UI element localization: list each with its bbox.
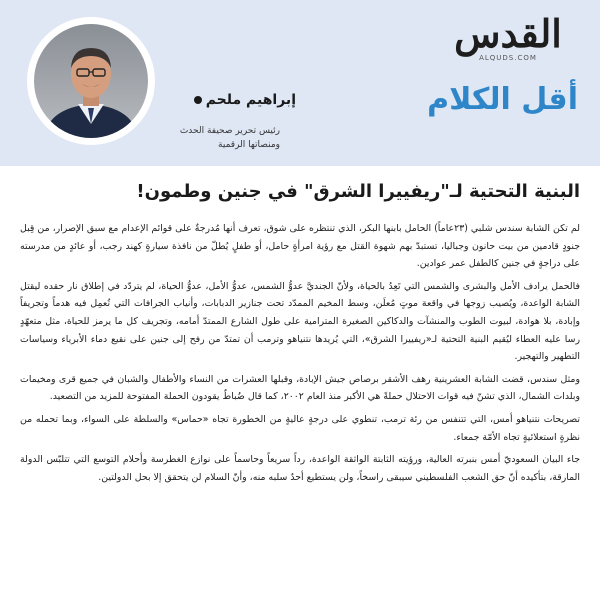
- author-name: [176, 92, 296, 108]
- author-role: [150, 124, 280, 152]
- avatar-frame: [30, 20, 152, 142]
- avatar: [34, 24, 148, 138]
- article-paragraph: تصريحات نتنياهو أمس، التي تتنفس من رئة ترمب، تنطوي على درجةٍ عاليةٍ من الخطورة تجاه «حماس» والسلطة على السواء، وبما تحمله من نظرةٍ استعلائيةٍ تجاه الأمّة جمعاء.: [20, 413, 580, 443]
- article-paragraph: فالحمل يرادف الأمل والبشرى والشمس التي تَعِدُ بالحياة، ولأنّ الجنديَّ عدوُّ الشمس، عدوُّ الأمل، عدوُّ الحياة، لم يتردّد في إطلاق نار حقده ليقتل الشابة الواعدة، ويُصيب زوجها في واقعة موتٍ مُعلَن، وسط المخيم الممدّد تحت جنازير الدبابات، وأنياب الجرافات التي تُعمِل فيه هدماً وتجريفاً وإبادة، بلا هوادة، لبيوت الطوب والمنشآت والدكاكين الصغيرة المترامية على طول الشارع الممتدّ أمامه، وتجريف كل ما يرمز للحياة، مثل متعهّدٍ رسا عليه العطاء ليُقيم البنية التحتية لـ«ريفييرا الشرق»، التي يُريدها نتنياهو وترمب أن تمتدّ من رفح إلى جنين على نقيع دماء الأبرياء وسياسات التطهير والتهجير.: [20, 280, 580, 363]
- article-paragraph: جاء البيان السعوديّ أمس بنبرته العالية، ورؤيته الثابتة الواثقة الواعدة، رداً سريعاً وحاسماً على نوازع الغطرسة وأحلام التوسع التي تتلبّس الدولة المارقة، بتأكيده أنّ حق الشعب الفلسطيني سيبقى راسخاً، ولن يستطيع أحدٌ سلبه منه، وأنّ السلام لن يتحقق إلا بحل الدولتين.: [20, 454, 580, 483]
- article-body: [20, 220, 580, 491]
- author-name-text: إبراهيم ملحم: [205, 92, 296, 108]
- author-role-line1: رئيس تحرير صحيفة الحدث: [179, 126, 280, 136]
- bullet-icon: [194, 96, 202, 104]
- logo-wordmark: القدس: [454, 11, 562, 56]
- article-paragraph: ومثل سندس، قضت الشابة العشرينية رهف الأشقر برصاص جيش الإبادة، وقبلها العشرات من النساء والأطفال والشبان في جميع قرى ومخيمات وبلدات الشمال، الذي تشنّ فيه قوات الاحتلال حملةً هي الأكبر منذ العام ٢٠٠٢، كما قال ضُباطٌ يقودون الحملة المفتوحة للمزيد من التصعيد.: [20, 373, 580, 403]
- logo-url: ALQUDS.COM: [479, 54, 537, 62]
- article-headline: البنية التحتية لـ"ريفييرا الشرق" في جنين وطمون!: [136, 181, 580, 202]
- author-role-line2: ومنصاتها الرقمية: [218, 140, 280, 150]
- column-title: أقل الكلام: [427, 82, 578, 117]
- article-paragraph: لم تكن الشابة سندس شلبي (٢٣عاماً) الحامل بابنها البكر، الذي تنتظره على شوق، تعرف أنها مُدرجةٌ على قوائم الإعدام مع سبق الإصرار، من قِبل جنودٍ قادمين من بيت حانون وجباليا، تستبدّ بهم شهوة القتل مع رؤية امرأةٍ حامل، أو طفلٍ يُطلّ من نافذة سيارةٍ كهند رجب، أو عائدٍ من مدرسته على دراجةٍ في جنين كالطفل عمر عوادين.: [20, 223, 580, 270]
- newspaper-logo[interactable]: [438, 11, 578, 66]
- column-header: [0, 0, 600, 166]
- author-portrait-icon: [34, 24, 148, 138]
